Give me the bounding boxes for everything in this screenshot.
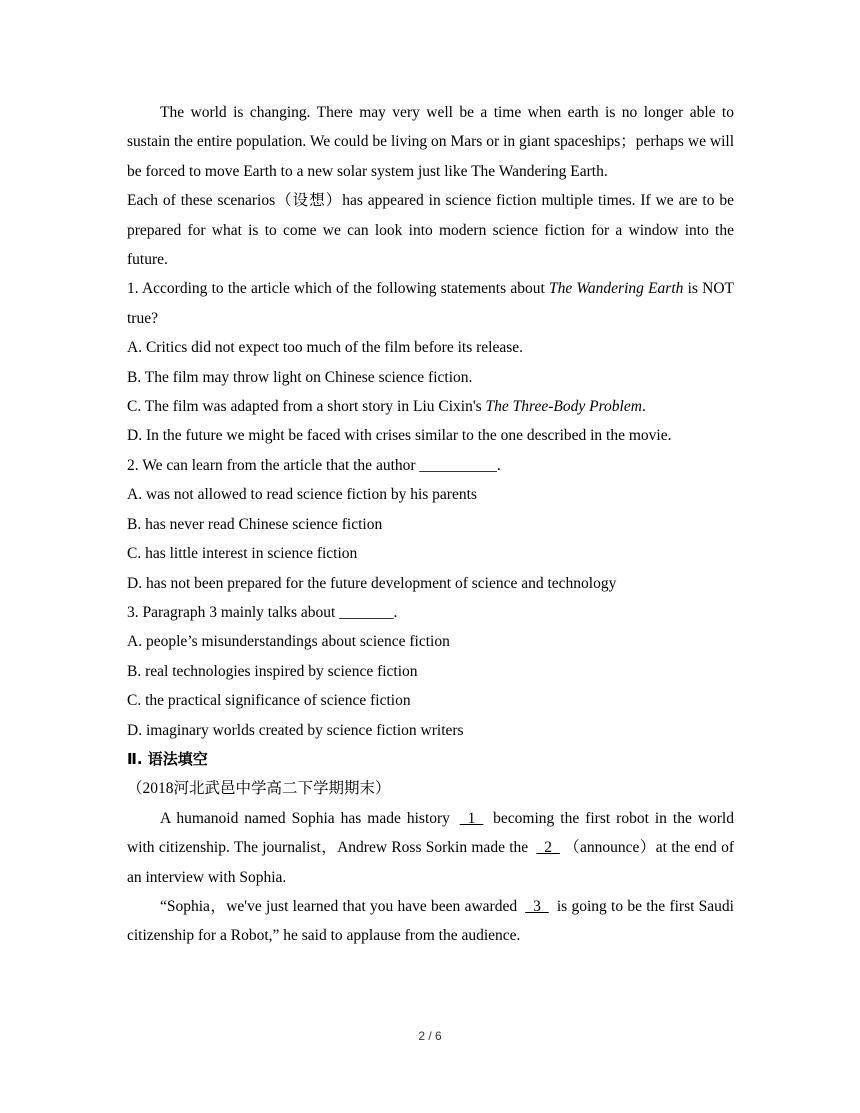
cloze-blank-2: _2_ (536, 839, 560, 857)
section-source: （2018河北武邑中学高二下学期期末） (127, 780, 391, 798)
question-1-stem-end: is NOT true? (127, 280, 734, 327)
question-1-stem-title: The Wandering Earth (548, 280, 684, 298)
page-number: 2 / 6 (418, 1029, 442, 1043)
question-3-option-d: D. imaginary worlds created by science fiction writers (127, 721, 464, 739)
question-1-stem-text: 1. According to the article which of the following statements about (127, 280, 549, 298)
cloze-text: is going to be the first Saudi citizenship for a Robot,” he said to applause from the audience. (127, 897, 734, 945)
question-3-stem: 3. Paragraph 3 mainly talks about _______. (127, 603, 398, 621)
question-3-option-a: A. people’s misunderstandings about science fiction (127, 633, 450, 651)
question-3-option-c: C. the practical significance of science fiction (127, 692, 411, 710)
question-2-option-c: C. has little interest in science fiction (127, 545, 358, 563)
question-1-option-c-text: C. The film was adapted from a short story in Liu Cixin's (127, 398, 486, 416)
passage-paragraph-2: Each of these scenarios（设想）has appeared in science fiction multiple times. If we are to be prepared for what is to come we can look into modern science fiction for a window into the future. (127, 192, 734, 269)
page-content (127, 98, 734, 951)
cloze-text: “Sophia，we've just learned that you have been awarded (160, 897, 522, 915)
question-1-option-c-end: . (641, 398, 646, 416)
cloze-blank-1: _1_ (459, 809, 484, 827)
section-heading: Ⅱ. 语法填空 (127, 749, 208, 768)
cloze-blank-3: _3_ (525, 897, 549, 915)
question-1-option-c-title: The Three-Body Problem (485, 398, 642, 416)
question-1-option-c (127, 392, 734, 421)
question-2-option-a: A. was not allowed to read science fiction by his parents (127, 486, 477, 504)
question-1-stem (127, 274, 734, 333)
question-2-option-b: B. has never read Chinese science fiction (127, 515, 383, 533)
question-1-option-b: B. The film may throw light on Chinese science fiction. (127, 368, 473, 386)
cloze-paragraph-2 (127, 892, 734, 951)
question-2-stem: 2. We can learn from the article that the author __________. (127, 456, 501, 474)
question-3-option-b: B. real technologies inspired by science fiction (127, 662, 418, 680)
question-2-option-d: D. has not been prepared for the future development of science and technology (127, 574, 617, 592)
cloze-paragraph-1 (127, 804, 734, 892)
question-1-option-a: A. Critics did not expect too much of the film before its release. (127, 339, 523, 357)
question-1-option-d: D. In the future we might be faced with crises similar to the one described in the movie. (127, 427, 672, 445)
cloze-text: becoming the first robot in the world with citizenship. The journalist，Andrew Ross Sorkin made the (127, 809, 734, 857)
cloze-text: A humanoid named Sophia has made history (160, 809, 456, 827)
passage-paragraph-1: The world is changing. There may very well be a time when earth is no longer able to sustain the entire population. We could be living on Mars or in giant spaceships；perhaps we will be forced to move Earth to a new solar system just like The Wandering Earth. (127, 104, 734, 180)
cloze-text: （announce）at the end of an interview with Sophia. (127, 839, 734, 886)
